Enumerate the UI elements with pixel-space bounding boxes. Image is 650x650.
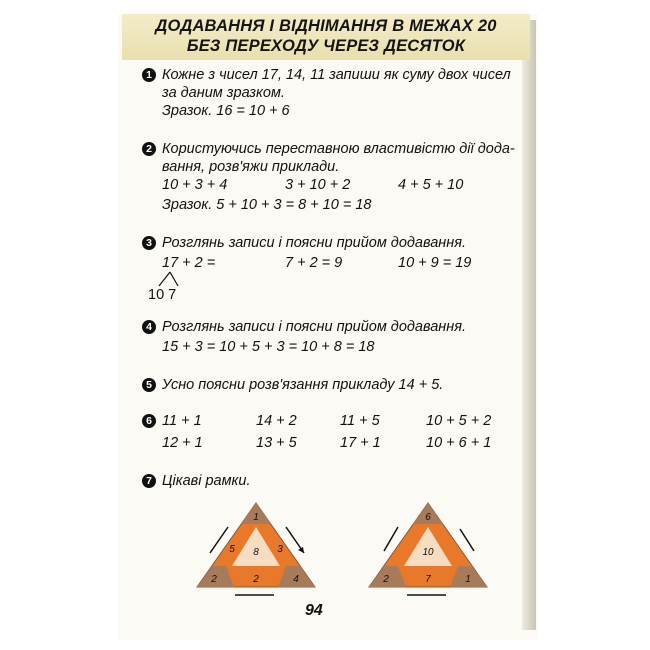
exercise-6-r2-c3: 17 + 1 [340,435,381,451]
exercise-1-sample: Зразок. 16 = 10 + 6 [162,103,290,119]
triangle-1-center-number: 8 [253,547,259,558]
triangle-1-left-number: 5 [229,544,235,555]
triangle-2-br-number: 1 [465,574,471,585]
triangle-1-top-number: 1 [253,512,259,523]
exercise-3-expr-2: 7 + 2 = 9 [285,255,343,271]
page-title [128,16,524,56]
triangle-1-right-number: 3 [277,544,283,555]
triangle-2-bl-number: 2 [383,574,389,585]
exercise-number-3: 3 [142,236,156,250]
triangle-1-bl-number: 2 [211,574,217,585]
exercise-2-sample: Зразок. 5 + 10 + 3 = 8 + 10 = 18 [162,197,372,213]
exercise-number-2: 2 [142,142,156,156]
exercise-3-expr-1: 17 + 2 = [162,255,216,271]
title-line-1: ДОДАВАННЯ І ВІДНІМАННЯ В МЕЖАХ 20 [155,17,497,35]
triangle-2-top-number: 6 [425,512,431,523]
arrow-right-side-2 [460,529,474,551]
exercise-6-r2-c1: 12 + 1 [162,435,203,451]
exercise-6-r2-c4: 10 + 6 + 1 [426,435,492,451]
exercise-2-expr-2: 3 + 10 + 2 [285,177,351,193]
triangle-frame-1 [190,495,330,600]
exercise-2-text-line-1: Користуючись переставною властивістю дії додa- [162,141,515,157]
triangle-1-bottom-number: 2 [253,574,259,585]
exercise-number-5: 5 [142,378,156,392]
exercise-3-expr-3: 10 + 9 = 19 [398,255,472,271]
exercise-number-1: 1 [142,68,156,82]
exercise-4-text-line-1: Розглянь записи і поясни прийом додавання. [162,319,467,335]
triangle-2-center-number: 10 [422,547,434,558]
triangle-frame-2 [362,495,502,600]
page-spine [522,20,536,630]
exercise-6-r1-c2: 14 + 2 [256,413,297,429]
exercise-6-r1-c3: 11 + 5 [340,413,380,429]
exercise-5-text-line-1: Усно поясни розв'язання прикладу 14 + 5. [162,377,444,393]
page-number: 94 [305,602,323,619]
triangle-2-bottom-number: 7 [425,574,431,585]
exercise-number-7: 7 [142,474,156,488]
exercise-number-4: 4 [142,320,156,334]
exercise-6-r1-c4: 10 + 5 + 2 [426,413,492,429]
exercise-4-expr: 15 + 3 = 10 + 5 + 3 = 10 + 8 = 18 [162,339,375,355]
title-line-2: БЕЗ ПЕРЕХОДУ ЧЕРЕЗ ДЕСЯТОК [186,37,466,55]
triangle-1-br-number: 4 [293,574,299,585]
exercise-3-text-line-1: Розглянь записи і поясни прийом додавання. [162,235,467,251]
exercise-2-text-line-2: вання, розв'яжи приклади. [162,159,340,175]
exercise-1-text-line-1: Кожне з чисел 17, 14, 11 запиши як суму двох чисел [162,67,511,83]
exercise-2-expr-1: 10 + 3 + 4 [162,177,228,193]
exercise-1-text-line-2: за даним зразком. [162,85,285,101]
exercise-6-r1-c1: 11 + 1 [162,413,202,429]
exercise-2-expr-3: 4 + 5 + 10 [398,177,464,193]
exercise-7-text-line-1: Цікаві рамки. [162,473,251,489]
exercise-number-6: 6 [142,414,156,428]
exercise-6-r2-c2: 13 + 5 [256,435,297,451]
arrow-left-side-2 [384,527,398,551]
exercise-3-split: 10 7 [148,287,177,303]
